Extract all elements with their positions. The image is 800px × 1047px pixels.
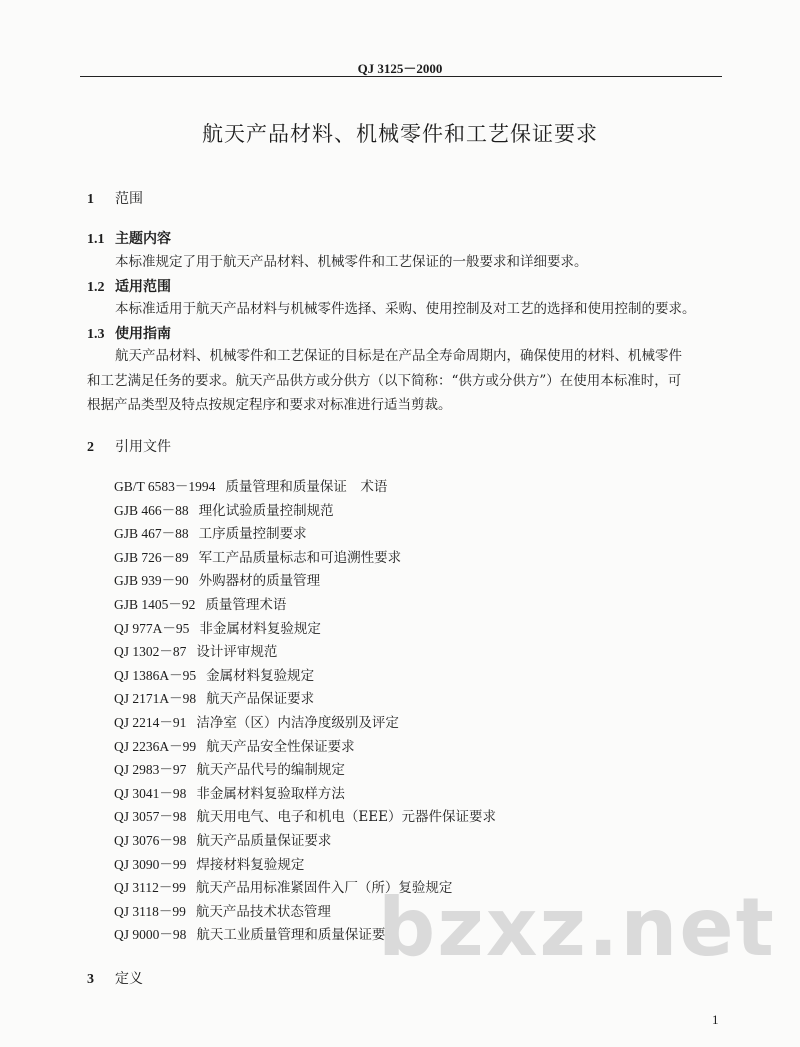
section-1-2-text [87, 297, 727, 322]
reference-code: GJB 939－90 [114, 573, 189, 589]
reference-title: 军工产品质量标志和可追溯性要求 [198, 549, 402, 566]
section-number: 2 [87, 440, 94, 455]
reference-code: QJ 3057－98 [114, 809, 187, 825]
watermark: bzxz.net [378, 881, 776, 974]
reference-item [114, 853, 496, 877]
section-2-heading [87, 436, 171, 456]
reference-item [114, 687, 496, 711]
page-number: 1 [712, 1012, 719, 1027]
reference-code: QJ 2171A－98 [114, 691, 197, 707]
section-1-heading [87, 188, 143, 208]
header-rule [80, 76, 722, 77]
reference-item [114, 640, 496, 664]
section-number: 1.1 [87, 232, 105, 247]
reference-title: 工序质量控制要求 [198, 526, 307, 543]
reference-item [114, 829, 496, 853]
reference-code: QJ 2236A－99 [114, 738, 197, 754]
reference-item [114, 522, 496, 546]
section-1-3-text [87, 344, 727, 418]
reference-title: 理化试验质量控制规范 [198, 502, 334, 519]
reference-code: QJ 3112－99 [114, 880, 186, 896]
reference-item [114, 546, 496, 570]
section-title: 主题内容 [115, 231, 171, 247]
reference-title: 航天用电气、电子和机电（EEE）元器件保证要求 [196, 809, 496, 826]
reference-title: 航天产品技术状态管理 [195, 903, 331, 920]
reference-title: 设计评审规范 [196, 644, 278, 661]
section-number: 1.2 [87, 280, 105, 295]
section-title: 引用文件 [115, 439, 171, 455]
reference-item [114, 664, 496, 688]
section-1-1-text [87, 250, 727, 275]
section-title: 使用指南 [115, 326, 171, 342]
reference-code: QJ 3041－98 [114, 785, 187, 801]
reference-code: QJ 1386A－95 [114, 667, 197, 683]
reference-code: QJ 977A－95 [114, 620, 190, 636]
reference-title: 洁净室（区）内洁净度级别及评定 [196, 714, 399, 731]
reference-title: 非金属材料复验取样方法 [196, 785, 345, 802]
reference-title: 焊接材料复验规定 [196, 856, 305, 873]
section-1-2-heading [87, 276, 171, 296]
reference-code: QJ 1302－87 [114, 644, 187, 660]
reference-item [114, 499, 496, 523]
document-title: 航天产品材料、机械零件和工艺保证要求 [202, 122, 598, 146]
section-number: 3 [87, 972, 94, 987]
reference-code: GJB 466－88 [114, 502, 189, 518]
paragraph-line: 根据产品类型及特点按规定程序和要求对标准进行适当剪裁。 [87, 397, 452, 413]
reference-item [114, 569, 496, 593]
section-1-1-heading [87, 228, 171, 248]
paragraph-text: 本标准适用于航天产品材料与机械零件选择、采购、使用控制及对工艺的选择和使用控制的要求。 [115, 301, 696, 317]
reference-code: QJ 3076－98 [114, 832, 187, 848]
reference-item [114, 805, 496, 829]
section-1-3-heading [87, 323, 171, 343]
reference-code: GJB 467－88 [114, 526, 189, 542]
paragraph-line: 和工艺满足任务的要求。航天产品供方或分供方（以下简称：“供方或分供方”）在使用本标准时，可 [87, 372, 682, 389]
reference-item [114, 782, 496, 806]
reference-code: QJ 9000－98 [114, 927, 187, 943]
standard-code: QJ 3125－2000 [357, 61, 443, 76]
reference-title: 航天产品保证要求 [206, 691, 315, 708]
reference-title: 质量管理术语 [205, 596, 287, 613]
reference-list [114, 475, 496, 947]
reference-title: 非金属材料复验规定 [199, 620, 321, 637]
reference-code: QJ 3118－99 [114, 903, 186, 919]
reference-title: 航天产品安全性保证要求 [206, 738, 355, 755]
reference-code: QJ 3090－99 [114, 856, 187, 872]
reference-code: QJ 2983－97 [114, 762, 187, 778]
reference-code: GJB 1405－92 [114, 596, 196, 612]
reference-item [114, 617, 496, 641]
reference-item [114, 593, 496, 617]
section-title: 适用范围 [115, 279, 171, 295]
reference-code: GB/T 6583－1994 [114, 479, 216, 494]
reference-code: GJB 726－89 [114, 549, 189, 565]
reference-title: 航天工业质量管理和质量保证要求 [196, 927, 399, 944]
section-number: 1 [87, 192, 94, 207]
reference-item [114, 735, 496, 759]
reference-title: 金属材料复验规定 [206, 667, 315, 684]
section-number: 1.3 [87, 327, 105, 342]
paragraph-text: 本标准规定了用于航天产品材料、机械零件和工艺保证的一般要求和详细要求。 [115, 254, 588, 270]
reference-title: 航天产品质量保证要求 [196, 832, 332, 849]
section-title: 范围 [115, 191, 143, 207]
reference-item [114, 475, 496, 499]
reference-title: 外购器材的质量管理 [198, 573, 321, 590]
paragraph-line: 航天产品材料、机械零件和工艺保证的目标是在产品全寿命周期内，确保使用的材料、机械零件 [115, 348, 682, 364]
reference-item [114, 758, 496, 782]
reference-item [114, 711, 496, 735]
reference-code: QJ 2214－91 [114, 714, 187, 730]
reference-title: 航天产品用标准紧固件入厂（所）复验规定 [195, 880, 453, 897]
section-title: 定义 [115, 971, 143, 987]
reference-title: 航天产品代号的编制规定 [196, 762, 345, 779]
reference-title: 质量管理和质量保证 术语 [225, 479, 388, 495]
section-3-heading [87, 968, 143, 988]
